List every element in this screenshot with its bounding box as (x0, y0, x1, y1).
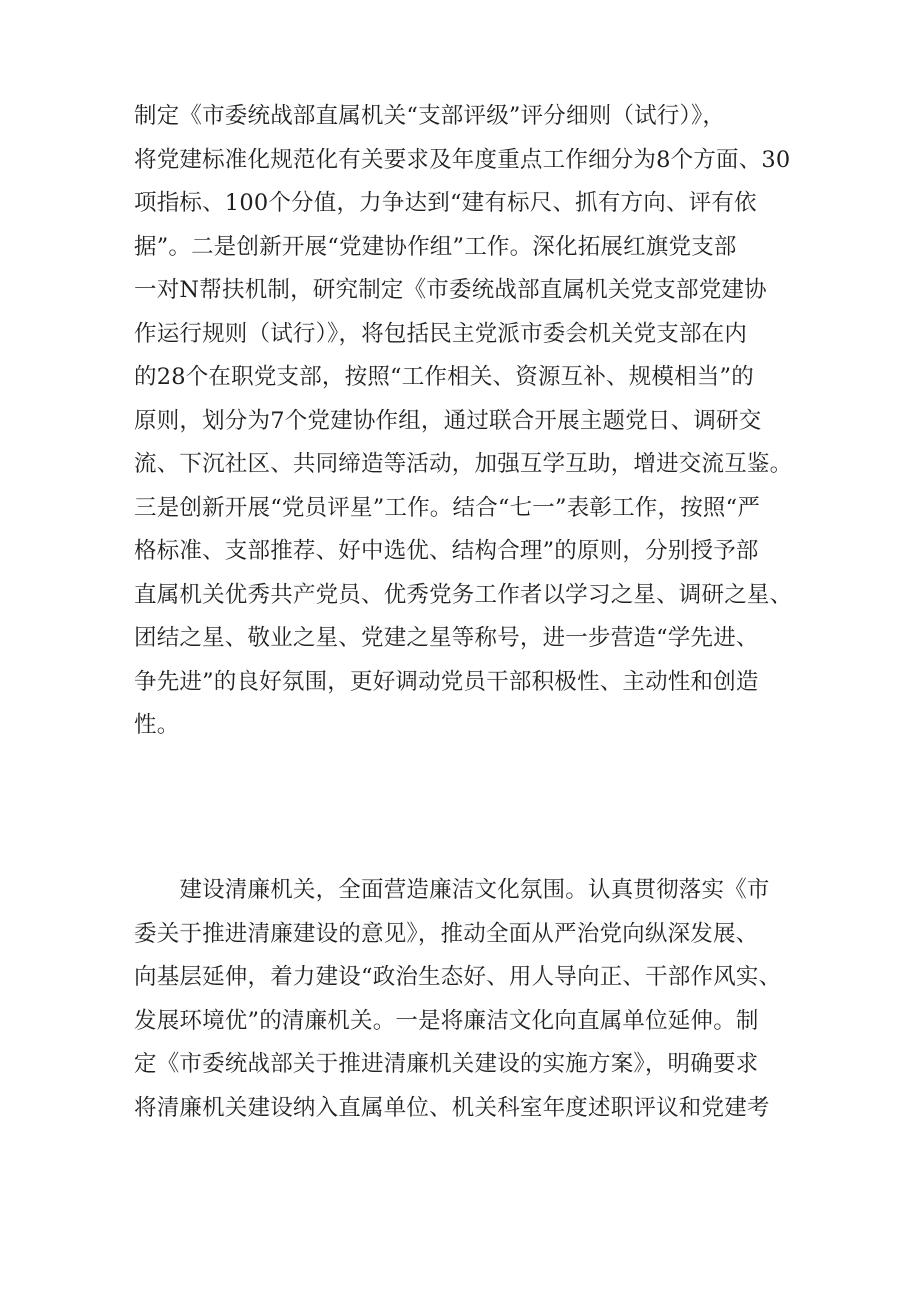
text-line: 流、下沉社区、共同缔造等活动，加强互学互助，增进交流互鉴。 (134, 451, 793, 477)
paragraph-clean-government (134, 869, 814, 1130)
paragraph-party-building (134, 95, 814, 748)
text-line: 三是创新开展“党员评星”工作。结合“七一”表彰工作，按照“严 (134, 494, 761, 521)
text-line: 制定《市委统战部直属机关“支部评级”评分细则（试行）》， (134, 103, 726, 129)
text-line: 将清廉机关建设纳入直属单位、机关科室年度述职评议和党建考 (134, 1094, 770, 1121)
text-line: 定《市委统战部关于推进清廉机关建设的实施方案》，明确要求 (134, 1051, 759, 1077)
text-line: 直属机关优秀共产党员、优秀党务工作者以学习之星、调研之星、 (134, 581, 793, 608)
text-line: 团结之星、敬业之星、党建之星等称号，进一步营造“学先进、 (134, 625, 759, 651)
text-line: 委关于推进清廉建设的意见》，推动全面从严治党向纵深发展、 (134, 920, 759, 947)
text-line: 向基层延伸，着力建设“政治生态好、用人导向正、干部作风实、 (134, 964, 782, 990)
text-line: 的28个在职党支部，按照“工作相关、资源互补、规模相当”的 (134, 364, 754, 390)
text-line: 格标准、支部推荐、好中选优、结构合理”的原则，分别授予部 (134, 538, 759, 564)
text-line: 一对N帮扶机制，研究制定《市委统战部直属机关党支部党建协 (134, 277, 767, 303)
text-line: 项指标、100个分值，力争达到“建有标尺、抓有方向、评有依 (134, 190, 757, 216)
text-line: 性。 (134, 712, 180, 738)
text-line: 争先进”的良好氛围，更好调动党员干部积极性、主动性和创造 (134, 668, 759, 695)
text-line: 将党建标准化规范化有关要求及年度重点工作细分为8个方面、30 (134, 146, 791, 173)
text-line: 据”。二是创新开展“党建协作组”工作。深化拓展红旗党支部 (134, 233, 737, 260)
text-line: 发展环境优”的清廉机关。一是将廉洁文化向直属单位延伸。制 (134, 1007, 759, 1034)
text-line: 原则，划分为7个党建协作组，通过联合开展主题党日、调研交 (134, 407, 762, 434)
text-line: 建设清廉机关，全面营造廉洁文化氛围。认真贯彻落实《市 (134, 877, 770, 903)
text-line: 作运行规则（试行）》，将包括民主党派市委会机关党支部在内 (134, 320, 748, 347)
